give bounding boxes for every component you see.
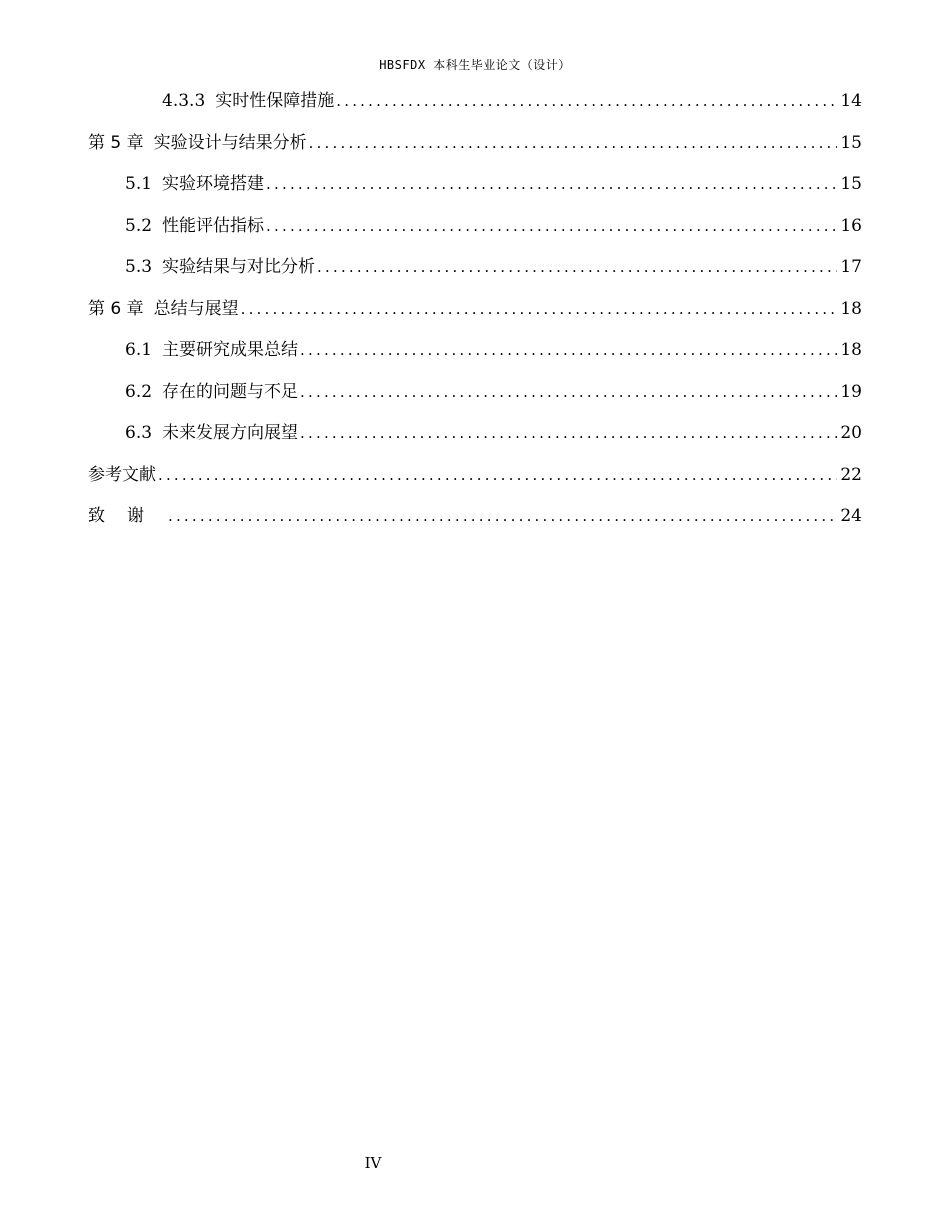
dot-leader xyxy=(300,337,837,363)
toc-entry-number: 第 5 章 xyxy=(88,132,144,153)
toc-entry-number: 6.2 xyxy=(125,381,153,402)
toc-entry-page: 17 xyxy=(840,257,862,277)
toc-entry-number: 5.1 xyxy=(125,174,153,194)
dot-leader xyxy=(317,254,837,280)
dot-leader xyxy=(266,171,837,197)
toc-entry-acknowledgements[interactable] xyxy=(88,503,862,545)
toc-entry-5-2[interactable] xyxy=(88,213,862,255)
toc-entry-title: 性能评估指标 xyxy=(162,215,265,236)
toc-entry-number: 4.3.3 xyxy=(162,91,206,111)
dot-leader xyxy=(158,462,837,488)
toc-entry-5-1[interactable] xyxy=(88,171,862,213)
dot-leader xyxy=(168,503,837,529)
toc-entry-title: 实时性保障措施 xyxy=(215,91,335,111)
toc-entry-page: 19 xyxy=(840,381,862,402)
toc-entry-page: 15 xyxy=(840,174,862,194)
toc-entry-page: 14 xyxy=(840,91,862,111)
toc-entry-6-3[interactable] xyxy=(88,420,862,462)
toc-entry-number: 5.2 xyxy=(125,215,153,236)
toc-entry-title: 存在的问题与不足 xyxy=(162,381,299,402)
toc-entry-page: 20 xyxy=(840,423,862,443)
toc-entry-page: 18 xyxy=(840,298,862,319)
toc-entry-title: 致谢 xyxy=(88,506,166,526)
toc-entry-page: 22 xyxy=(840,464,862,485)
dot-leader xyxy=(300,379,837,405)
toc-entry-6-2[interactable] xyxy=(88,379,862,421)
toc-entry-title: 总结与展望 xyxy=(153,298,239,319)
toc-entry-title: 实验设计与结果分析 xyxy=(153,132,307,153)
toc-entry-4-3-3[interactable] xyxy=(88,88,862,130)
header-rule xyxy=(88,76,862,77)
toc-entry-title: 参考文献 xyxy=(88,464,156,485)
table-of-contents xyxy=(88,88,862,545)
toc-entry-number: 第 6 章 xyxy=(88,298,144,319)
toc-entry-number: 6.3 xyxy=(125,423,153,443)
dot-leader xyxy=(300,420,837,446)
dot-leader xyxy=(309,130,838,156)
page-number: IV xyxy=(364,1154,382,1172)
toc-entry-page: 18 xyxy=(840,340,862,360)
toc-entry-references[interactable] xyxy=(88,462,862,504)
toc-entry-title: 实验环境搭建 xyxy=(162,174,265,194)
toc-entry-chapter-5[interactable] xyxy=(88,130,862,172)
toc-entry-page: 24 xyxy=(840,506,862,526)
dot-leader xyxy=(336,88,837,114)
toc-entry-6-1[interactable] xyxy=(88,337,862,379)
toc-entry-title: 实验结果与对比分析 xyxy=(162,257,316,277)
toc-entry-chapter-6[interactable] xyxy=(88,296,862,338)
toc-entry-number: 6.1 xyxy=(125,340,153,360)
running-header: HBSFDX 本科生毕业论文（设计） xyxy=(379,58,571,72)
toc-entry-title: 未来发展方向展望 xyxy=(162,423,299,443)
toc-entry-5-3[interactable] xyxy=(88,254,862,296)
toc-entry-page: 16 xyxy=(840,215,862,236)
toc-entry-page: 15 xyxy=(840,132,862,153)
dot-leader xyxy=(266,213,837,239)
dot-leader xyxy=(241,296,838,322)
toc-entry-number: 5.3 xyxy=(125,257,153,277)
toc-entry-title: 主要研究成果总结 xyxy=(162,340,299,360)
